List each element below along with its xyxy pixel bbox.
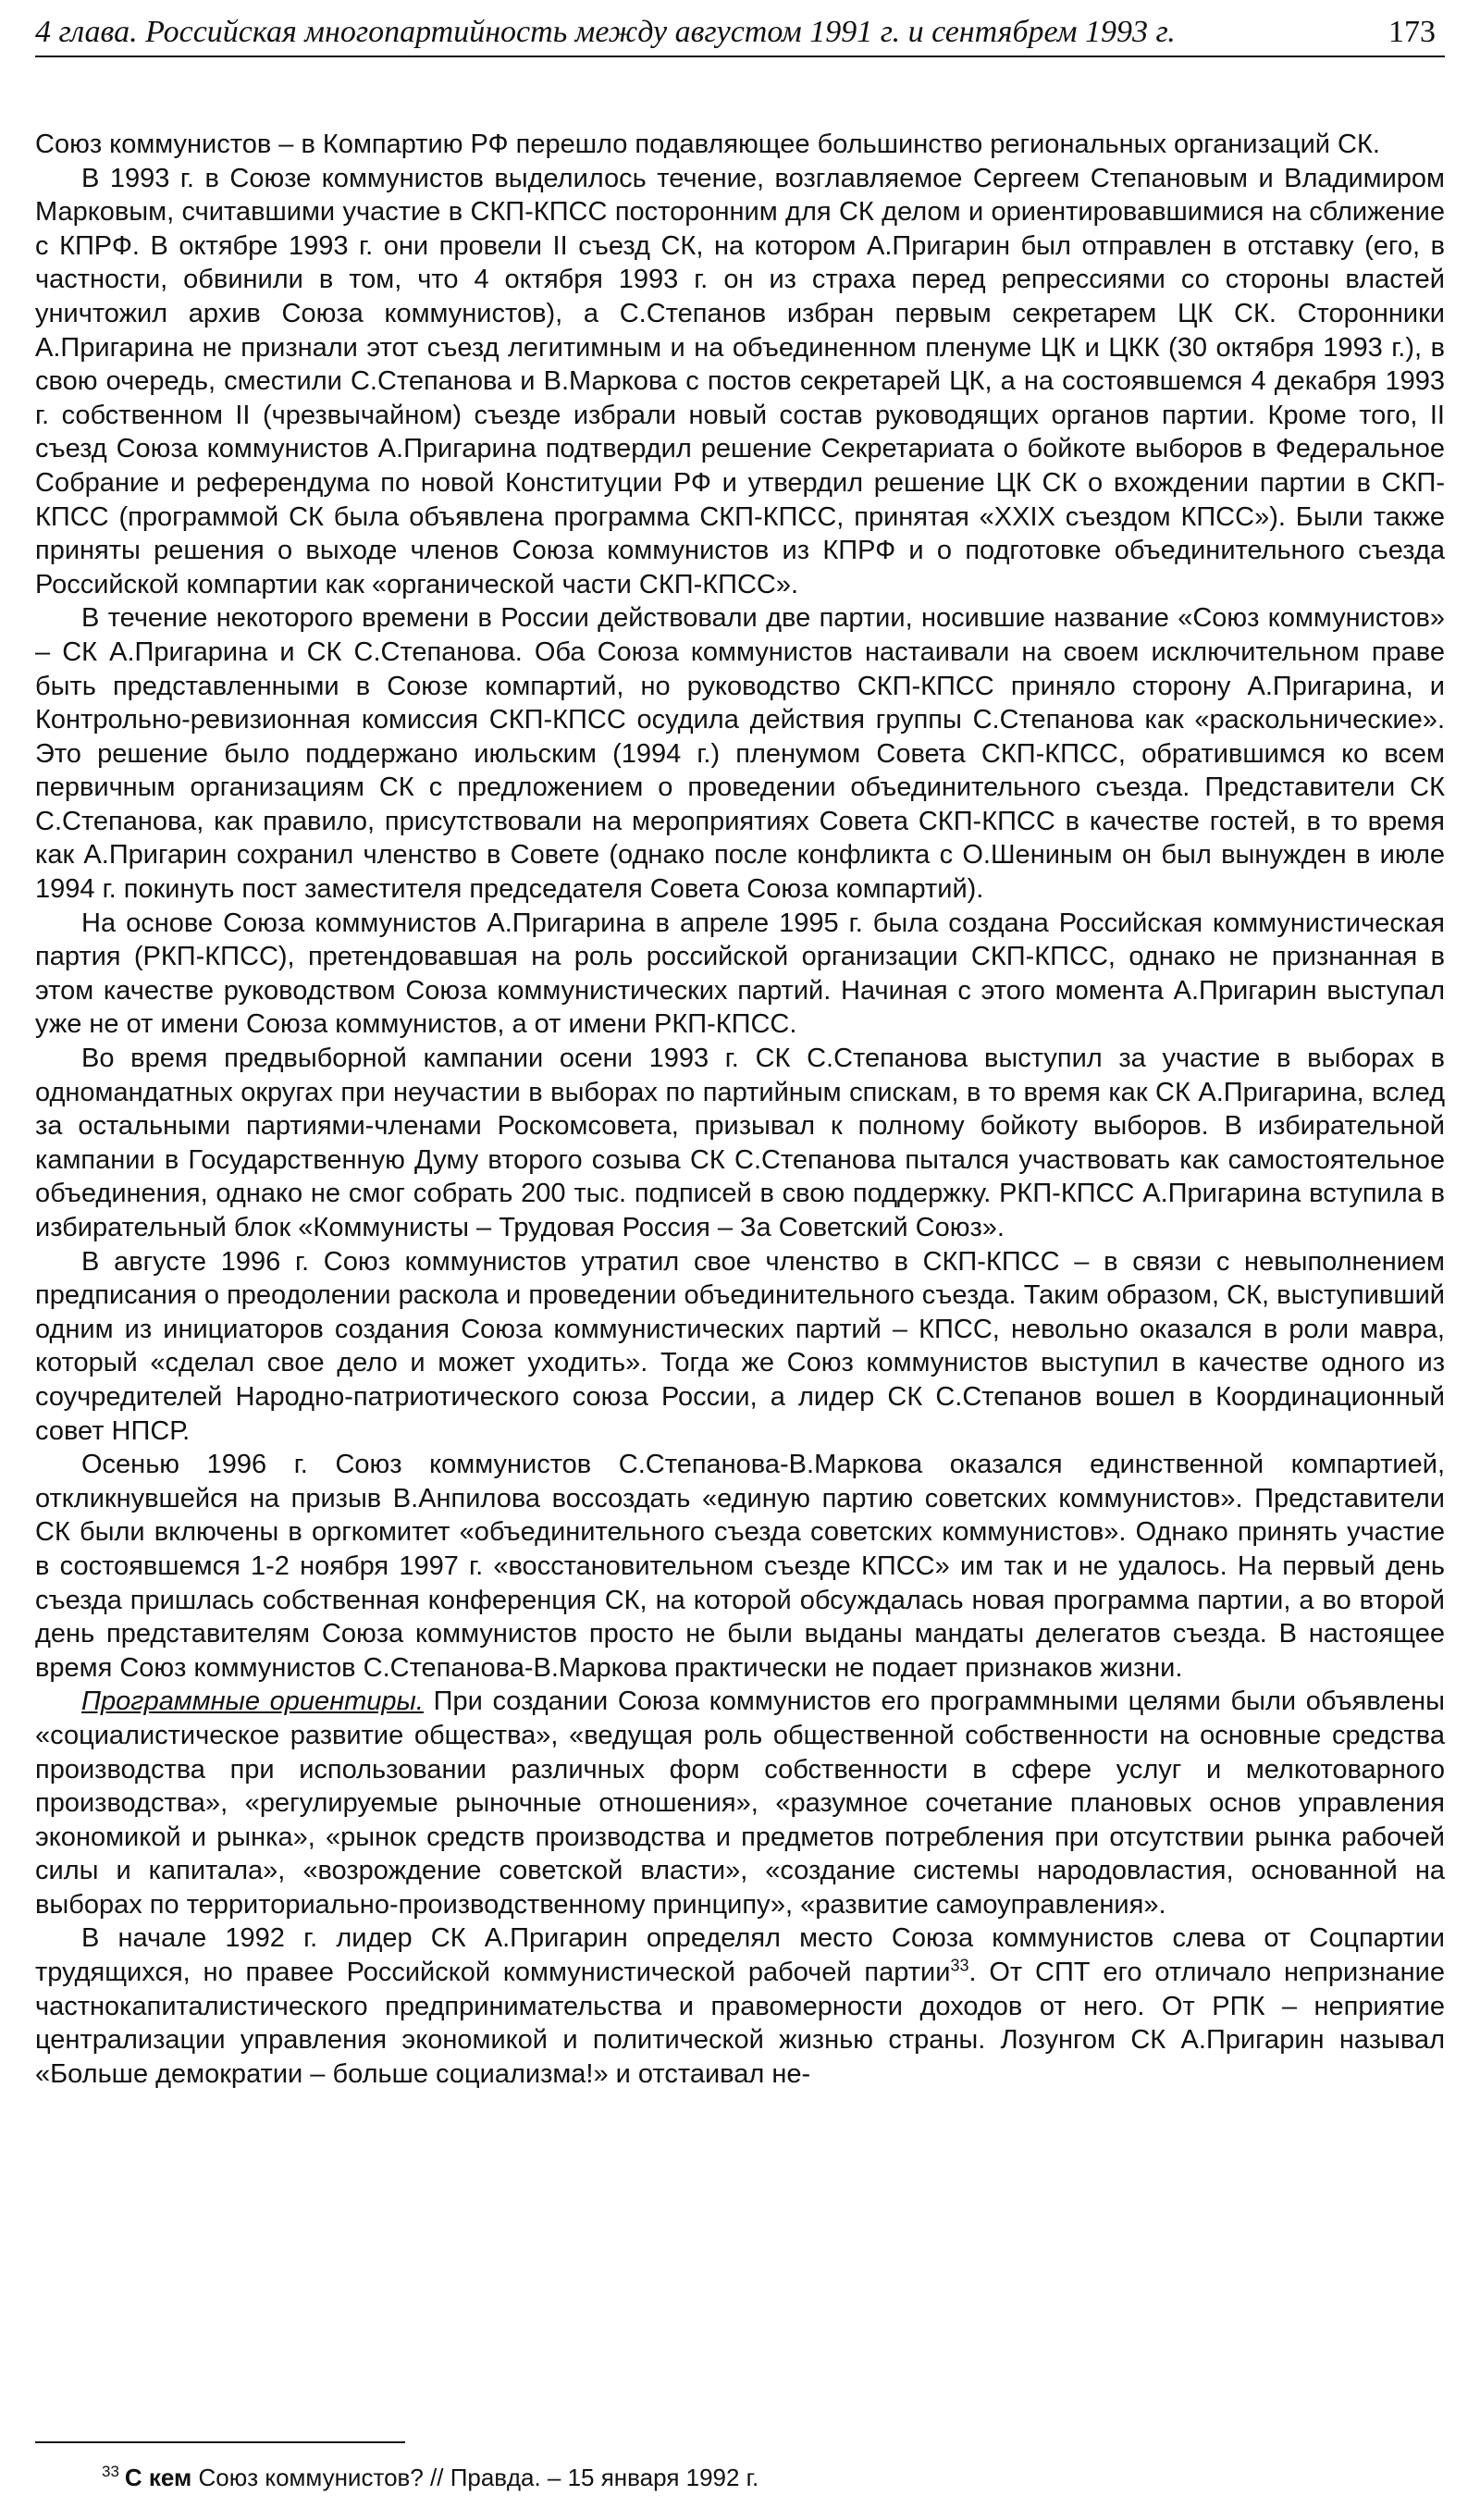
paragraph-with-note [35, 1921, 1445, 2091]
footnote-text: Союз коммунистов? // Правда. – 15 января 1992 г. [191, 2464, 759, 2491]
footnote-rule [35, 2441, 405, 2443]
paragraph: Союз коммунистов – в Компартию РФ перешло подавляющее большинство региональных организаций СК. [35, 130, 1380, 159]
paragraph: В 1993 г. в Союзе коммунистов выделилось течение, возглавляемое Сергеем Степановым и Владимиром Марковым, считавшими участие в СКП-КПСС посторонним для СК делом и ориентировавшимися на сближение с КПРФ. В октябре 1993 г. они провели II съезд СК, на котором А.Пригарин был отправлен в отставку (его, в частности, обвинили в том, что 4 октября 1993 г. он из страха перед репрессиями со стороны властей уничтожил архив Союза коммунистов), а С.Степанов избран первым секретарем ЦК СК. Сторонники А.Пригарина не признали этот съезд легитимным и на объединенном пленуме ЦК и ЦКК (30 октября 1993 г.), в свою очередь, сместили С.Степанова и В.Маркова с постов секретарей ЦК, а на состоявшемся 4 декабря 1993 г. собственном II (чрезвычайном) съезде избрали новый состав руководящих органов партии. Кроме того, II съезд Союза коммунистов А.Пригарина подтвердил решение Секретариата о бойкоте выборов в Федеральное Собрание и референдума по новой Конституции РФ и утвердил решение ЦК СК о вхождении партии в СКП-КПСС (программой СК была объявлена программа СКП-КПСС, принятая «XXIX съездом КПСС»). Были также приняты решения о выходе членов Союза коммунистов из КПРФ и о подготовке объединительного съезда Российской компартии как «органической части СКП-КПСС». [35, 163, 1445, 599]
paragraph-text: В начале 1992 г. лидер СК А.Пригарин определял место Союза коммунистов слева от Соцпартии трудящихся, но правее Российской коммунистической рабочей партии [35, 1923, 1445, 1988]
footnote-lead: С кем [124, 2464, 192, 2491]
body-text [35, 128, 1445, 2091]
chapter-title: 4 глава. Российская многопартийность между августом 1991 г. и сентябрем 1993 г. [35, 15, 1176, 49]
section-heading: Программные ориентиры. [81, 1686, 424, 1717]
footnote-reference[interactable]: 33 [950, 1956, 969, 1975]
paragraph-text: . От СПТ его отличало непризнание частнокапиталистического предпринимательства и правомерности доходов от него. От РПК – неприятие централизации управления экономикой и политической жизнью страны. Лозунгом СК А.Пригарин называл «Больше демократии – больше социализма!» и отстаивал не- [35, 1958, 1445, 2089]
paragraph: В августе 1996 г. Союз коммунистов утратил свое членство в СКП-КПСС – в связи с невыполнением предписания о преодолении раскола и проведении объединительного съезда. Таким образом, СК, выступивший одним из инициаторов создания Союза коммунистических партий – КПСС, невольно оказался в роли мавра, который «сделал свое дело и может уходить». Тогда же Союз коммунистов выступил в качестве одного из соучредителей Народно-патриотического союза России, а лидер СК С.Степанов вошел в Координационный совет НПСР. [35, 1246, 1445, 1446]
page-number: 173 [1388, 15, 1436, 49]
header-rule [35, 56, 1445, 57]
footnote-number: 33 [102, 2463, 119, 2481]
running-header [35, 9, 1445, 56]
paragraph: Во время предвыборной кампании осени 1993 г. СК С.Степанова выступил за участие в выборах в одномандатных округах при неучастии в выборах по партийным спискам, в то время как СК А.Пригарина, вслед за остальными партиями-членами Роскомсовета, призывал к полному бойкоту выборов. В избирательной кампании в Государственную Думу второго созыва СК С.Степанова пытался участвовать как самостоятельное объединения, однако не смог собрать 200 тыс. подписей в свою поддержку. РКП-КПСС А.Пригарина вступила в избирательный блок «Коммунисты – Трудовая Россия – За Советский Союз». [35, 1044, 1445, 1242]
footnote [102, 2459, 1397, 2496]
paragraph: В течение некоторого времени в России действовали две партии, носившие название «Союз коммунистов» – СК А.Пригарина и СК С.Степанова. Оба Союза коммунистов настаивали на своем исключительном праве быть представленными в Союзе компартий, но руководство СКП-КПСС приняло сторону А.Пригарина, и Контрольно-ревизионная комиссия СКП-КПСС осудила действия группы С.Степанова как «раскольнические». Это решение было поддержано июльским (1994 г.) пленумом Совета СКП-КПСС, обратившимся ко всем первичным организациям СК с предложением о проведении объединительного съезда. Представители СК С.Степанова, как правило, присутствовали на мероприятиях Совета СКП-КПСС в качестве гостей, в то время как А.Пригарин сохранил членство в Совете (однако после конфликта с О.Шениным он был вынужден в июле 1994 г. покинуть пост заместителя председателя Совета Союза компартий). [35, 603, 1445, 905]
paragraph-program [35, 1685, 1445, 1921]
paragraph-text: При создании Союза коммунистов его программными целями были объявлены «социалистическое развитие общества», «ведущая роль общественной собственности на основные средства производства при использовании различных форм собственности в сфере услуг и мелкотоварного производства», «регулируемые рыночные отношения», «разумное сочетание плановых основ управления экономикой и рынка», «рынок средств производства и предметов потребления при отсутствии рынка рабочей силы и капитала», «возрождение советской власти», «создание системы народовластия, основанной на выборах по территориально-производственному принципу», «развитие самоуправления». [35, 1686, 1446, 1920]
paragraph: Осенью 1996 г. Союз коммунистов С.Степанова-В.Маркова оказался единственной компартией, откликнувшейся на призыв В.Анпилова воссоздать «единую партию советских коммунистов». Представители СК были включены в оргкомитет «объединительного съезда советских коммунистов». Однако принять участие в состоявшемся 1-2 ноября 1997 г. «восстановительном съезде КПСС» им так и не удалось. На первый день съезда пришлась собственная конференция СК, на которой обсуждалась новая программа партии, а во второй день представителям Союза коммунистов просто не были выданы мандаты делегатов съезда. В настоящее время Союз коммунистов С.Степанова-В.Маркова практически не подает признаков жизни. [35, 1450, 1445, 1683]
paragraph: На основе Союза коммунистов А.Пригарина в апреле 1995 г. была создана Российская коммунистическая партия (РКП-КПСС), претендовавшая на роль российской организации СКП-КПСС, однако не признанная в этом качестве руководством Союза коммунистических партий. Начиная с этого момента А.Пригарин выступал уже не от имени Союза коммунистов, а от имени РКП-КПСС. [35, 908, 1445, 1040]
